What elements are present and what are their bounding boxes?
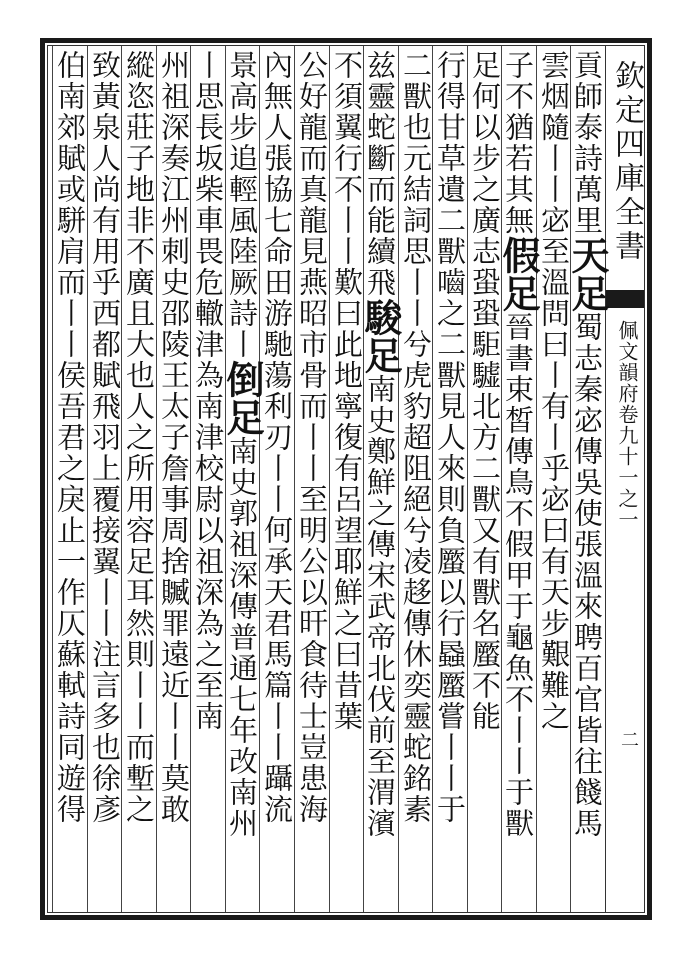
column-text: 景高步追輕風陸厥詩丨 xyxy=(225,50,259,360)
text-column xyxy=(537,50,570,910)
column-text: 晉書束皙傳鳥不假甲于龜魚不丨丨于獸 xyxy=(501,312,535,839)
text-column xyxy=(122,50,155,910)
column-text: 廣志蛩蛩駏驉北方二獸又有獸名蟨不能 xyxy=(468,205,502,732)
column-text: 不須翼行不丨丨 xyxy=(330,50,364,267)
column-text: 伯南郊賦或駢肩而丨丨侯吾君之戾止一作仄蘇軾詩同遊得 xyxy=(53,50,87,825)
column-text: 宓至溫問曰丨有丨乎宓曰有天步艱難之 xyxy=(537,205,571,732)
column-text: 致黃泉人尚有用乎西都賦飛羽上覆接翼丨丨注言多也徐彥 xyxy=(88,50,122,825)
text-column xyxy=(433,50,466,910)
text-column xyxy=(358,50,403,910)
column-text: 南史郭祖深傳普通七年改南州 xyxy=(225,436,259,839)
column-text: 縱恣莊子地非不廣且大也人之所用容足耳然則丨丨而塹之 xyxy=(122,50,156,825)
column-text: 公好龍而真龍見燕昭市骨而丨丨至明公以旰食待士豈患海 xyxy=(295,50,329,825)
column-text: 內無人張協七命田游馳蕩利刃丨丨何承天君馬篇丨丨躡流 xyxy=(260,50,294,825)
column-text: 子不猶若其無 xyxy=(501,50,535,236)
column-text: 歎曰此地寧復有呂望耶鮮之曰昔葉 xyxy=(330,267,364,732)
headword: 駿足 xyxy=(358,298,403,374)
headword: 天足 xyxy=(565,236,610,312)
book-title: 欽定四庫全書 xyxy=(609,60,644,264)
column-text: 貢師泰詩萬里 xyxy=(570,50,604,236)
text-column xyxy=(88,50,121,910)
text-column xyxy=(191,50,224,910)
text-column xyxy=(565,50,610,910)
text-column xyxy=(157,50,190,910)
fishtail-mark xyxy=(606,290,644,308)
text-column xyxy=(220,50,265,910)
column-text: 州祖深奏江州刺史邵陵王太子詹事周捨贓罪遠近丨丨莫敢 xyxy=(157,50,191,825)
text-column xyxy=(330,50,363,910)
column-text: 丨思長坂柴車畏危轍 xyxy=(191,50,225,329)
column-text: 行得甘草遺二獸嚙之二獸見人來則負蟨以行蟁蟨嘗丨丨于 xyxy=(433,50,467,825)
column-text: 雲烟隨丨丨 xyxy=(537,50,571,205)
text-column xyxy=(295,50,328,910)
text-column xyxy=(260,50,293,910)
column-text: 兹靈蛇斷而能續飛 xyxy=(363,50,397,298)
column-text: 足何以步之 xyxy=(468,50,502,205)
column-text: 蜀志秦宓傳吳使張溫來聘百官皆往餞馬 xyxy=(570,312,604,839)
text-column xyxy=(468,50,501,910)
text-column xyxy=(53,50,86,910)
headword: 假足 xyxy=(496,236,541,312)
text-column xyxy=(399,50,432,910)
page-mark: 二 xyxy=(618,730,639,748)
column-text: 南史鄭鮮之傳宋武帝北伐前至渭濱 xyxy=(363,374,397,839)
column-text: 津為南津校尉以祖深為之至南 xyxy=(191,329,225,732)
chapter-label: 佩文韻府卷九十一之一 xyxy=(615,320,639,530)
text-column xyxy=(496,50,541,910)
headword: 倒足 xyxy=(220,360,265,436)
column-text: 二獸也元結詞思丨丨兮虎豹超阻絕兮凌趍傳休奕靈蛇銘素 xyxy=(399,50,433,825)
